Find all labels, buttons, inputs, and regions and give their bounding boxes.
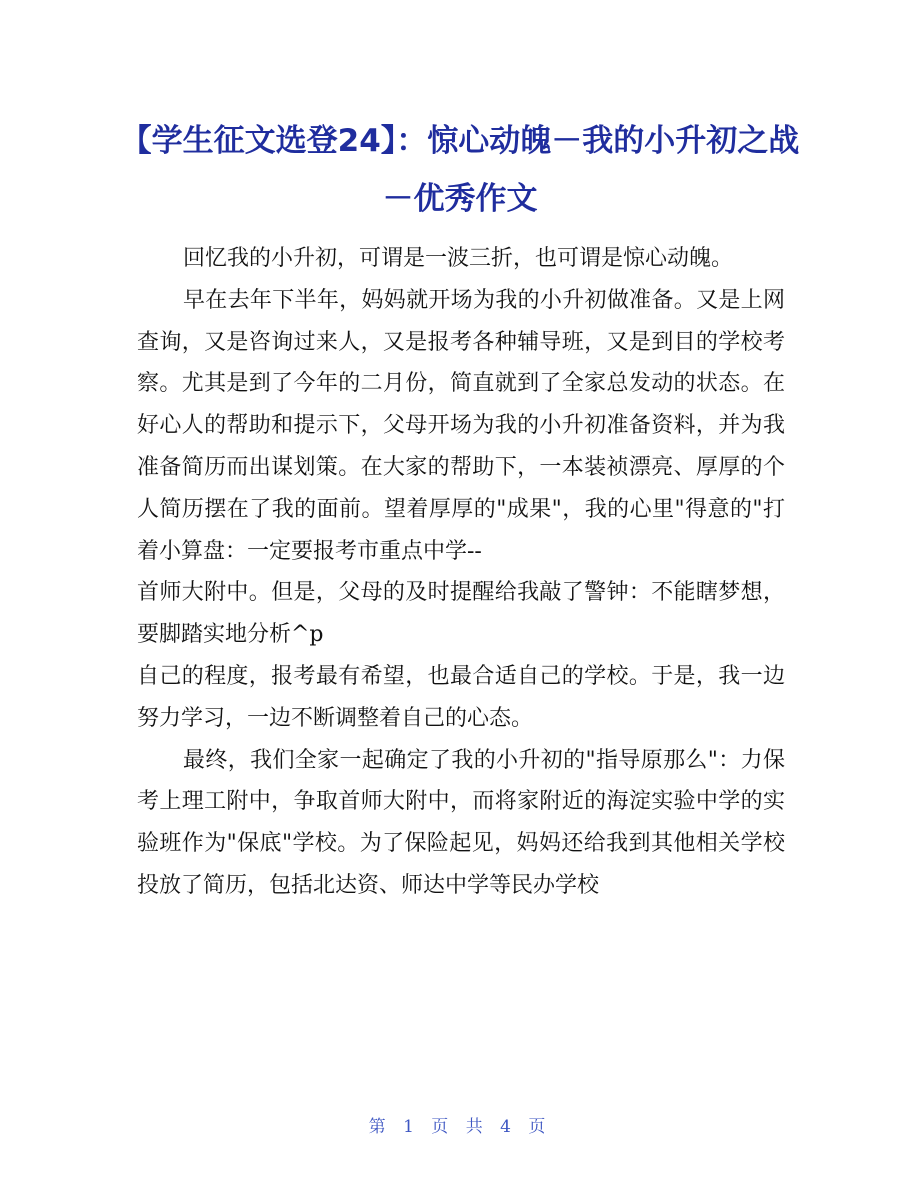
page-number-footer: 第 1 页 共 4 页 xyxy=(368,1117,552,1137)
paragraph-3: 首师大附中。但是，父母的及时提醒给我敲了警钟：不能瞎梦想，要脚踏实地分析^p xyxy=(137,580,785,648)
document-title: 【学生征文选登24】：惊心动魄－我的小升初之战－优秀作文 xyxy=(120,123,800,217)
paragraph-4: 自己的程度，报考最有希望，也最合适自己的学校。于是，我一边努力学习，一边不断调整着自己的心态。 xyxy=(137,663,785,731)
document-body xyxy=(137,238,785,907)
paragraph-2: 早在去年下半年，妈妈就开场为我的小升初做准备。又是上网查询，又是咨询过来人，又是报考各种辅导班，又是到目的学校考察。尤其是到了今年的二月份，简直就到了全家总发动的状态。在好心人的帮助和提示下，父母开场为我的小升初准备资料，并为我准备简历而出谋划策。在大家的帮助下，一本装祯漂亮、厚厚的个人简历摆在了我的面前。望着厚厚的"成果"，我的心里"得意的"打着小算盘：一定要报考市重点中学-- xyxy=(137,287,785,564)
paragraph-1: 回忆我的小升初，可谓是一波三折，也可谓是惊心动魄。 xyxy=(183,246,734,271)
paragraph-5: 最终，我们全家一起确定了我的小升初的"指导原那么"：力保考上理工附中，争取首师大附中，而将家附近的海淀实验中学的实验班作为"保底"学校。为了保险起见，妈妈还给我到其他相关学校投放了简历，包括北达资、师达中学等民办学校 xyxy=(137,747,785,898)
